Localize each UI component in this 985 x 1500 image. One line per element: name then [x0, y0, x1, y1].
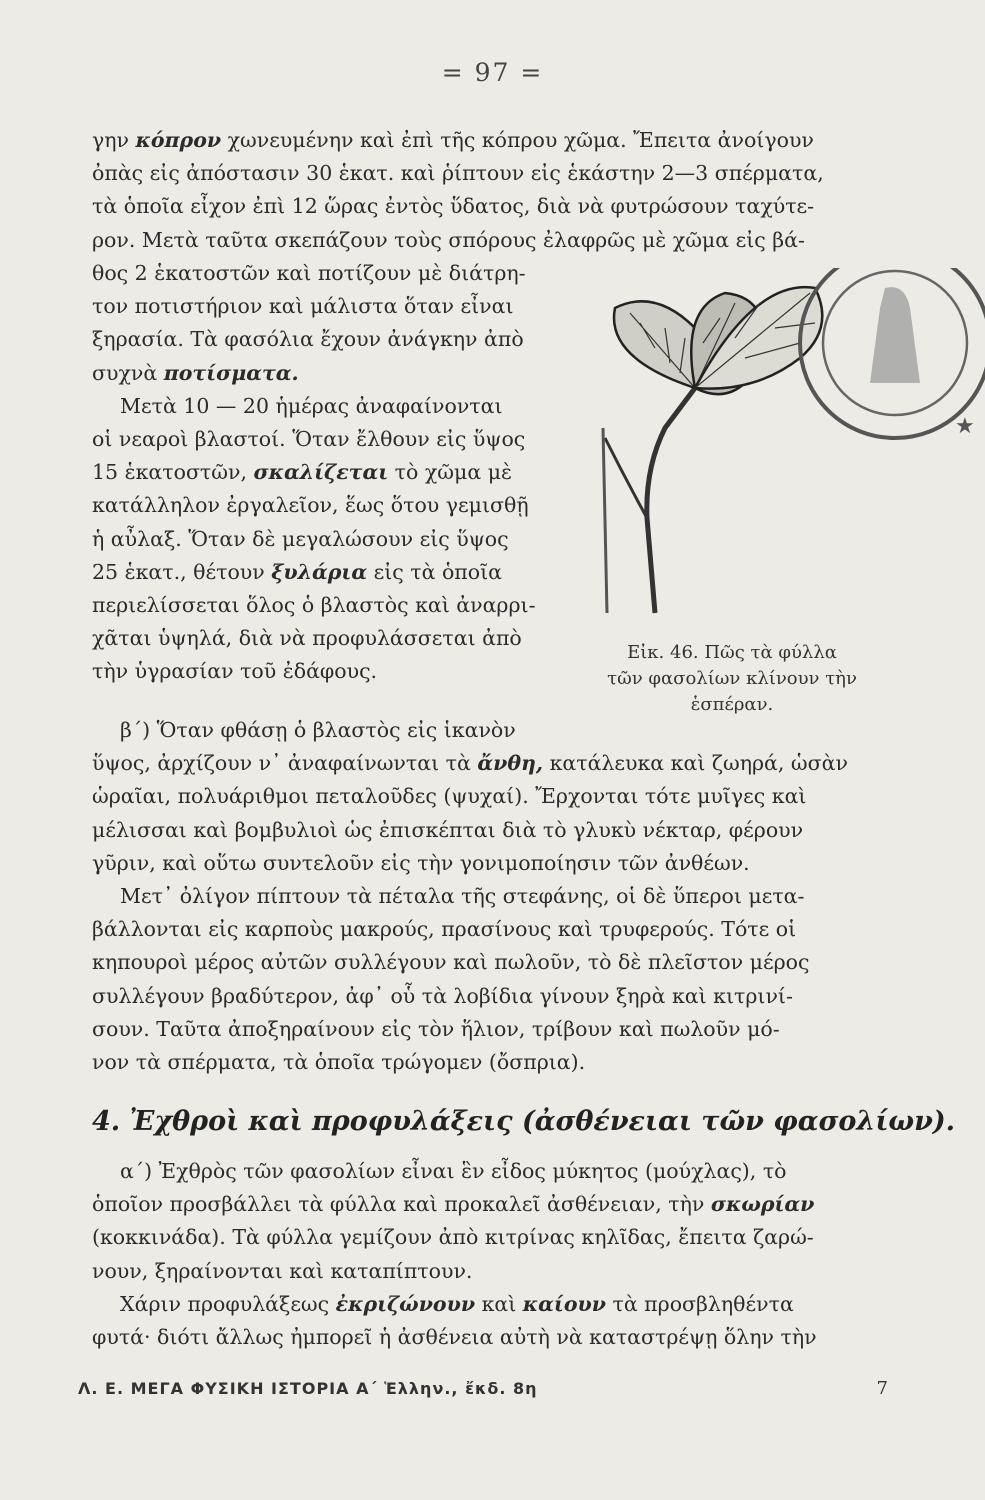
- caption-line: ἑσπέραν.: [690, 694, 774, 715]
- text-line: ρον. Μετὰ ταῦτα σκεπάζουν τοὺς σπόρους ἐλαφρῶς μὲ χῶμα εἰς βά-: [92, 227, 805, 252]
- top-paragraph: [92, 124, 824, 257]
- emphasis: ποτίσματα.: [163, 360, 299, 385]
- emphasis: κόπρον: [135, 128, 222, 152]
- text-line: νον τὰ σπέρματα, τὰ ὁποῖα τρώγομεν (ὄσπρια).: [92, 1050, 586, 1075]
- section-heading: 4. Ἐχθροὶ καὶ προφυλάξεις (ἀσθένειαι τῶν φασολίων).: [92, 1106, 956, 1137]
- text-line: θος 2 ἑκατοστῶν καὶ ποτίζουν μὲ διάτρη-: [92, 261, 526, 285]
- library-stamp: [800, 268, 985, 439]
- text-line: 15 ἑκατοστῶν, σκαλίζεται τὸ χῶμα μὲ: [92, 460, 513, 485]
- text-line: ὡραῖαι, πολυάριθμοι πεταλοῦδες (ψυχαί). Ἔρχονται τότε μυῖγες καὶ: [92, 784, 807, 809]
- text-line: γην κόπρον χωνευμένην καὶ ἐπὶ τῆς κόπρου χῶμα. Ἔπειτα ἀνοίγουν: [92, 128, 814, 152]
- text-line: γῦριν, καὶ οὕτω συντελοῦν εἰς τὴν γονιμοποίησιν τῶν ἀνθέων.: [92, 850, 750, 875]
- left-column-text: [92, 257, 536, 689]
- text-line: ὀπὰς εἰς ἀπόστασιν 30 ἑκατ. καὶ ῥίπτουν εἰς ἑκάστην 2—3 σπέρματα,: [92, 161, 824, 186]
- text-line: τον ποτιστήριον καὶ μάλιστα ὅταν εἶναι: [92, 294, 514, 319]
- text-line: βάλλονται εἰς καρποὺς μακρούς, πρασίνους καὶ τρυφερούς. Τότε οἱ: [92, 917, 797, 942]
- bottom-paragraphs: [92, 1155, 817, 1354]
- text-line: κατάλληλον ἐργαλεῖον, ἕως ὅτου γεμισθῇ: [92, 493, 529, 518]
- text-line: χᾶται ὑψηλά, διὰ νὰ προφυλάσσεται ἀπὸ: [92, 626, 522, 651]
- stamp-figure: [870, 287, 920, 383]
- text-line: 25 ἑκατ., θέτουν ξυλάρια εἰς τὰ ὁποῖα: [92, 559, 503, 584]
- caption-line: Εἰκ. 46. Πῶς τὰ φύλλα: [627, 642, 837, 663]
- text-line: Μετ᾽ ὀλίγον πίπτουν τὰ πέταλα τῆς στεφάνης, οἱ δὲ ὕπεροι μετα-: [120, 884, 805, 909]
- text-line: τὰ ὁποῖα εἶχον ἐπὶ 12 ὥρας ἐντὸς ὕδατος, διὰ νὰ φυτρώσουν ταχύτε-: [92, 194, 815, 219]
- footer-signature-number: 7: [876, 1378, 888, 1399]
- text-line: νουν, ξηραίνονται καὶ καταπίπτουν.: [92, 1258, 473, 1283]
- text-line: συχνὰ ποτίσματα.: [92, 360, 299, 385]
- stamp-star: ★: [955, 414, 975, 439]
- emphasis: καίουν: [522, 1291, 606, 1316]
- side-branch: [605, 438, 647, 518]
- page-number: = 97 =: [441, 58, 544, 87]
- emphasis: σκαλίζεται: [253, 460, 389, 485]
- text-line: ἡ αὖλαξ. Ὅταν δὲ μεγαλώσουν εἰς ὕψος: [92, 526, 509, 551]
- middle-paragraphs: [92, 714, 848, 1079]
- text-line: Μετὰ 10 — 20 ἡμέρας ἀναφαίνονται: [120, 393, 503, 418]
- bean-plant-illustration: [585, 268, 985, 658]
- emphasis: σκωρίαν: [710, 1192, 815, 1217]
- text-line: (κοκκινάδα). Τὰ φύλλα γεμίζουν ἀπὸ κιτρίνας κηλῖδας, ἔπειτα ζαρώ-: [92, 1225, 814, 1250]
- text-line: συλλέγουν βραδύτερον, ἀφ᾽ οὗ τὰ λοβίδια γίνουν ξηρὰ καὶ κιτρινί-: [92, 983, 793, 1008]
- text-line: β΄) Ὅταν φθάσῃ ὁ βλαστὸς εἰς ἱκανὸν: [120, 718, 516, 742]
- text-line: ὁποῖον προσβάλλει τὰ φύλλα καὶ προκαλεῖ ἀσθένειαν, τὴν σκωρίαν: [92, 1192, 815, 1217]
- text-line: Χάριν προφυλάξεως ἐκριζώνουν καὶ καίουν τὰ προσβληθέντα: [120, 1291, 794, 1316]
- text-line: φυτά· διότι ἄλλως ἠμπορεῖ ἡ ἀσθένεια αὐτὴ νὰ καταστρέψῃ ὅλην τὴν: [92, 1325, 817, 1350]
- plant-stem: [647, 388, 695, 613]
- emphasis: ἐκριζώνουν: [335, 1291, 476, 1316]
- emphasis: ἄνθη,: [477, 751, 544, 776]
- bean-plant-figure: [585, 268, 985, 658]
- text-line: οἱ νεαροὶ βλαστοί. Ὅταν ἔλθουν εἰς ὕψος: [92, 427, 526, 452]
- support-stick: [603, 428, 607, 613]
- text-line: α΄) Ἐχθρὸς τῶν φασολίων εἶναι ἓν εἶδος μύκητος (μούχλας), τὸ: [120, 1159, 787, 1183]
- text-line: ὕψος, ἀρχίζουν ν᾽ ἀναφαίνωνται τὰ ἄνθη, κατάλευκα καὶ ζωηρά, ὡσὰν: [92, 751, 848, 776]
- page-footer: [78, 1378, 898, 1399]
- leaf-left: [614, 301, 703, 388]
- caption-line: τῶν φασολίων κλίνουν τὴν: [607, 668, 857, 689]
- text-line: μέλισσαι καὶ βομβυλιοὶ ὡς ἐπισκέπται διὰ τὸ γλυκὺ νέκταρ, φέρουν: [92, 817, 804, 842]
- text-line: σουν. Ταῦτα ἀποξηραίνουν εἰς τὸν ἥλιον, τρίβουν καὶ πωλοῦν μό-: [92, 1016, 780, 1041]
- figure-caption: [582, 640, 882, 718]
- text-line: κηπουροὶ μέρος αὐτῶν συλλέγουν καὶ πωλοῦν, τὸ δὲ πλεῖστον μέρος: [92, 950, 810, 975]
- text-line: τὴν ὑγρασίαν τοῦ ἐδάφους.: [92, 659, 378, 684]
- text-line: περιελίσσεται ὅλος ὁ βλαστὸς καὶ ἀναρρι-: [92, 593, 536, 618]
- emphasis: ξυλάρια: [271, 559, 368, 584]
- text-line: ξηρασία. Τὰ φασόλια ἔχουν ἀνάγκην ἀπὸ: [92, 327, 524, 352]
- footer-book-title: Λ. Ε. ΜΕΓΑ ΦΥΣΙΚΗ ΙΣΤΟΡΙΑ Α΄ Ἑλλην., ἔκδ. 8η: [78, 1379, 538, 1398]
